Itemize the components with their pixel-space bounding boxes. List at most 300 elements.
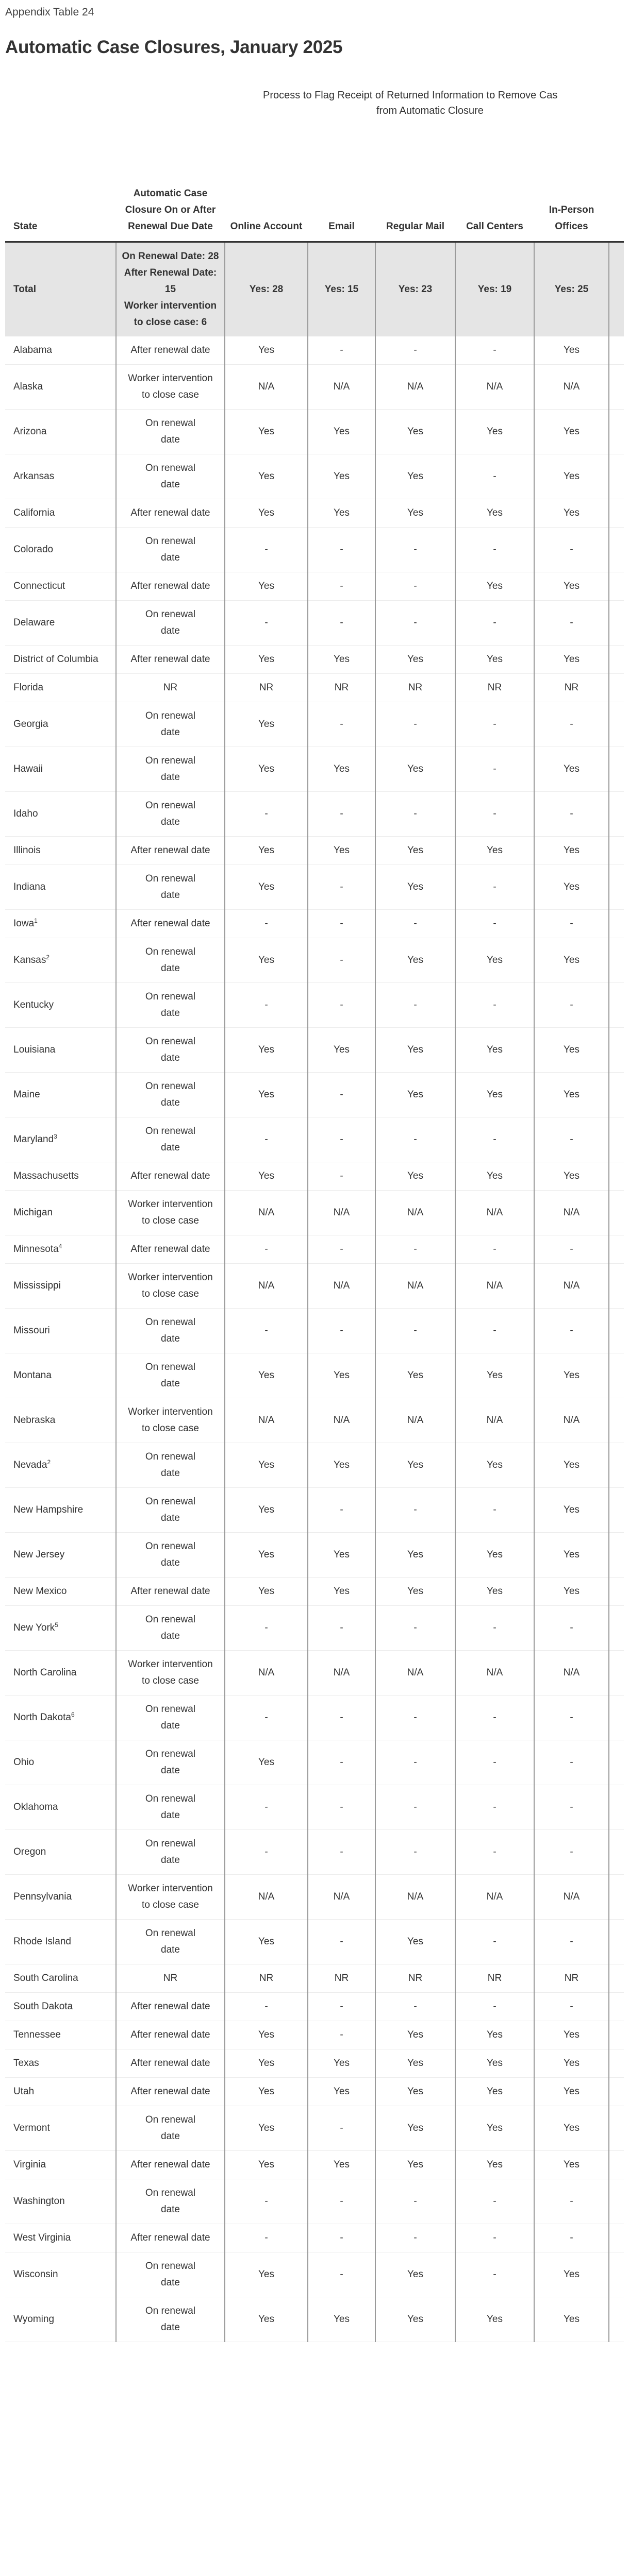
clipped-cell: [609, 2078, 624, 2106]
value-cell: Yes: [225, 1578, 308, 1606]
closure-cell: On renewal date: [116, 1830, 225, 1875]
clipped-cell: [609, 1162, 624, 1191]
value-cell: -: [534, 1920, 609, 1964]
closure-cell: On renewal date: [116, 1740, 225, 1785]
state-label: Kentucky: [13, 999, 54, 1010]
value-cell: -: [455, 336, 534, 365]
appendix-label: Appendix Table 24: [5, 6, 94, 18]
state-name: [5, 454, 116, 499]
state-name: [5, 702, 116, 747]
value-cell: N/A: [225, 365, 308, 410]
state-label: Utah: [13, 2086, 35, 2097]
state-label: Iowa: [13, 918, 35, 929]
value-cell: -: [534, 528, 609, 572]
value-cell: -: [455, 865, 534, 910]
value-cell: Yes: [375, 747, 455, 792]
table-row: [5, 1117, 624, 1162]
value-cell: Yes: [534, 865, 609, 910]
column-header[interactable]: In-Person Offices: [534, 118, 609, 242]
value-cell: -: [455, 1696, 534, 1740]
clipped-cell: [609, 2106, 624, 2151]
state-name: [5, 2151, 116, 2179]
state-name: [5, 1162, 116, 1191]
state-name: [5, 646, 116, 674]
value-cell: N/A: [534, 1651, 609, 1696]
value-cell: Yes: [225, 2021, 308, 2049]
value-cell: -: [455, 1740, 534, 1785]
state-name: [5, 1696, 116, 1740]
column-header[interactable]: Online Account: [225, 118, 308, 242]
value-cell: N/A: [455, 1398, 534, 1443]
total-closure: [116, 242, 225, 337]
closure-cell: Worker intervention to close case: [116, 365, 225, 410]
closure-cell: Worker intervention to close case: [116, 1191, 225, 1235]
value-cell: NR: [375, 1964, 455, 1993]
total-value: Yes: 23: [375, 242, 455, 337]
value-cell: Yes: [225, 1533, 308, 1578]
state-label: Arkansas: [13, 471, 55, 482]
table-row: [5, 1353, 624, 1398]
value-cell: Yes: [308, 646, 375, 674]
closure-cell: After renewal date: [116, 2078, 225, 2106]
table-row: [5, 572, 624, 601]
value-cell: Yes: [308, 1578, 375, 1606]
value-cell: Yes: [225, 1353, 308, 1398]
value-cell: Yes: [455, 1533, 534, 1578]
clipped-cell: [609, 1443, 624, 1488]
value-cell: Yes: [225, 646, 308, 674]
state-name: [5, 2049, 116, 2078]
table-row: [5, 1162, 624, 1191]
value-cell: -: [375, 1740, 455, 1785]
value-cell: -: [225, 1696, 308, 1740]
column-header[interactable]: Email: [308, 118, 375, 242]
state-label: Maine: [13, 1089, 40, 1100]
header-spacer: [5, 77, 225, 118]
value-cell: Yes: [225, 499, 308, 528]
clipped-cell: [609, 1606, 624, 1651]
value-cell: -: [308, 572, 375, 601]
state-label: Rhode Island: [13, 1936, 71, 1947]
state-name: [5, 2078, 116, 2106]
clipped-cell: [609, 1993, 624, 2021]
value-cell: N/A: [225, 1264, 308, 1309]
value-cell: Yes: [225, 2106, 308, 2151]
table-row: [5, 1264, 624, 1309]
page-title: Automatic Case Closures, January 2025: [5, 37, 343, 57]
value-cell: -: [308, 528, 375, 572]
value-cell: -: [308, 1488, 375, 1533]
state-name: [5, 1353, 116, 1398]
state-label: Vermont: [13, 2123, 50, 2133]
value-cell: N/A: [375, 1651, 455, 1696]
value-cell: Yes: [455, 410, 534, 454]
state-name: [5, 1073, 116, 1117]
value-cell: Yes: [455, 1353, 534, 1398]
value-cell: Yes: [375, 1073, 455, 1117]
value-cell: -: [375, 572, 455, 601]
value-cell: -: [375, 1993, 455, 2021]
value-cell: -: [308, 1309, 375, 1353]
clipped-cell: [609, 242, 624, 337]
state-name: [5, 2297, 116, 2342]
total-closure-line: On Renewal Date: 28: [122, 251, 219, 262]
total-value: Yes: 15: [308, 242, 375, 337]
closure-cell: On renewal date: [116, 2179, 225, 2224]
table-row: [5, 1533, 624, 1578]
value-cell: N/A: [534, 1875, 609, 1920]
value-cell: -: [534, 1117, 609, 1162]
value-cell: -: [375, 702, 455, 747]
closure-cell: On renewal date: [116, 601, 225, 646]
table-row: [5, 454, 624, 499]
state-name: [5, 837, 116, 865]
value-cell: Yes: [375, 1162, 455, 1191]
value-cell: NR: [308, 674, 375, 702]
value-cell: -: [455, 2224, 534, 2252]
closure-cell: Worker intervention to close case: [116, 1398, 225, 1443]
value-cell: N/A: [225, 1191, 308, 1235]
value-cell: Yes: [455, 2021, 534, 2049]
closure-cell: On renewal date: [116, 865, 225, 910]
clipped-cell: [609, 2049, 624, 2078]
state-name: [5, 747, 116, 792]
closure-cell: After renewal date: [116, 2049, 225, 2078]
value-cell: Yes: [534, 2078, 609, 2106]
state-label: Louisiana: [13, 1044, 56, 1055]
closure-cell: On renewal date: [116, 1606, 225, 1651]
value-cell: Yes: [375, 1533, 455, 1578]
table-row: [5, 1191, 624, 1235]
value-cell: -: [375, 2224, 455, 2252]
value-cell: Yes: [375, 837, 455, 865]
closure-cell: On renewal date: [116, 2106, 225, 2151]
value-cell: -: [375, 910, 455, 938]
value-cell: N/A: [455, 1651, 534, 1696]
table-row: [5, 674, 624, 702]
value-cell: -: [375, 1117, 455, 1162]
clipped-cell: [609, 1488, 624, 1533]
footnote-marker: 2: [46, 954, 50, 961]
state-name: [5, 983, 116, 1028]
value-cell: -: [225, 1830, 308, 1875]
table-row: [5, 2179, 624, 2224]
total-row: [5, 242, 624, 337]
state-name: [5, 1117, 116, 1162]
closure-cell: NR: [116, 1964, 225, 1993]
table-row: [5, 601, 624, 646]
value-cell: Yes: [225, 702, 308, 747]
value-cell: -: [455, 910, 534, 938]
value-cell: Yes: [375, 2106, 455, 2151]
clipped-cell: [609, 1578, 624, 1606]
value-cell: -: [308, 792, 375, 837]
value-cell: N/A: [375, 1875, 455, 1920]
footnote-marker: 6: [71, 1711, 75, 1718]
closure-cell: After renewal date: [116, 837, 225, 865]
table-row: [5, 365, 624, 410]
value-cell: -: [375, 1488, 455, 1533]
value-cell: Yes: [534, 646, 609, 674]
closure-cell: On renewal date: [116, 702, 225, 747]
closure-cell: After renewal date: [116, 1993, 225, 2021]
closure-cell: On renewal date: [116, 528, 225, 572]
closure-cell: On renewal date: [116, 454, 225, 499]
clipped-cell: [609, 1398, 624, 1443]
table-row: [5, 2151, 624, 2179]
state-label: North Dakota: [13, 1712, 71, 1723]
value-cell: N/A: [534, 365, 609, 410]
value-cell: -: [308, 1785, 375, 1830]
state-label: Michigan: [13, 1207, 53, 1218]
footnote-marker: 4: [58, 1243, 62, 1250]
value-cell: Yes: [455, 2106, 534, 2151]
value-cell: -: [308, 938, 375, 983]
value-cell: -: [455, 601, 534, 646]
clipped-cell: [609, 2297, 624, 2342]
value-cell: Yes: [225, 865, 308, 910]
footnote-marker: 3: [54, 1133, 57, 1140]
value-cell: -: [375, 1235, 455, 1264]
value-cell: Yes: [534, 2021, 609, 2049]
clipped-cell: [609, 601, 624, 646]
table-row: [5, 336, 624, 365]
value-cell: Yes: [225, 454, 308, 499]
value-cell: Yes: [375, 2297, 455, 2342]
value-cell: Yes: [225, 1162, 308, 1191]
total-value: Yes: 28: [225, 242, 308, 337]
table-row: [5, 1875, 624, 1920]
value-cell: N/A: [308, 1398, 375, 1443]
state-label: New York: [13, 1622, 55, 1633]
value-cell: -: [375, 983, 455, 1028]
value-cell: -: [375, 1696, 455, 1740]
group-header: [225, 77, 624, 118]
value-cell: N/A: [225, 1398, 308, 1443]
table-row: [5, 1920, 624, 1964]
value-cell: -: [534, 983, 609, 1028]
value-cell: NR: [225, 1964, 308, 1993]
total-value: Yes: 25: [534, 242, 609, 337]
closure-cell: On renewal date: [116, 410, 225, 454]
table-row: [5, 646, 624, 674]
closure-cell: On renewal date: [116, 1785, 225, 1830]
value-cell: Yes: [455, 2049, 534, 2078]
closure-cell: After renewal date: [116, 1162, 225, 1191]
value-cell: N/A: [308, 1651, 375, 1696]
value-cell: Yes: [225, 1028, 308, 1073]
value-cell: Yes: [534, 2106, 609, 2151]
column-header[interactable]: Regular Mail: [375, 118, 455, 242]
value-cell: -: [375, 1785, 455, 1830]
value-cell: Yes: [375, 2252, 455, 2297]
value-cell: Yes: [455, 2297, 534, 2342]
value-cell: Yes: [455, 1073, 534, 1117]
clipped-cell: [609, 1117, 624, 1162]
column-header-clipped: [609, 118, 624, 242]
value-cell: Yes: [455, 1028, 534, 1073]
value-cell: -: [308, 1606, 375, 1651]
closure-cell: After renewal date: [116, 1578, 225, 1606]
value-cell: -: [308, 983, 375, 1028]
table-row: [5, 410, 624, 454]
value-cell: -: [534, 1606, 609, 1651]
state-label: Alabama: [13, 345, 52, 355]
value-cell: Yes: [534, 1578, 609, 1606]
state-label: Missouri: [13, 1325, 50, 1336]
value-cell: Yes: [534, 1353, 609, 1398]
state-name: [5, 1785, 116, 1830]
table-row: [5, 1578, 624, 1606]
closure-cell: Worker intervention to close case: [116, 1264, 225, 1309]
state-name: [5, 1309, 116, 1353]
value-cell: Yes: [375, 410, 455, 454]
state-label: Nevada: [13, 1460, 47, 1470]
value-cell: Yes: [308, 2151, 375, 2179]
table-row: [5, 1235, 624, 1264]
state-label: Georgia: [13, 719, 48, 730]
closure-cell: On renewal date: [116, 1073, 225, 1117]
value-cell: -: [225, 1117, 308, 1162]
value-cell: Yes: [534, 837, 609, 865]
clipped-cell: [609, 1264, 624, 1309]
value-cell: -: [455, 702, 534, 747]
state-label: New Mexico: [13, 1586, 67, 1597]
value-cell: -: [375, 792, 455, 837]
value-cell: -: [455, 1606, 534, 1651]
closure-cell: On renewal date: [116, 1696, 225, 1740]
state-label: California: [13, 507, 55, 518]
closure-cell: On renewal date: [116, 1117, 225, 1162]
value-cell: -: [225, 1785, 308, 1830]
value-cell: N/A: [375, 1398, 455, 1443]
value-cell: Yes: [534, 1073, 609, 1117]
value-cell: Yes: [375, 1353, 455, 1398]
state-name: [5, 792, 116, 837]
value-cell: Yes: [225, 1740, 308, 1785]
value-cell: Yes: [375, 938, 455, 983]
value-cell: Yes: [455, 837, 534, 865]
value-cell: Yes: [534, 336, 609, 365]
closure-cell: After renewal date: [116, 2021, 225, 2049]
value-cell: Yes: [225, 2297, 308, 2342]
state-name: [5, 2179, 116, 2224]
total-value: Yes: 19: [455, 242, 534, 337]
clipped-cell: [609, 865, 624, 910]
state-label: Delaware: [13, 617, 55, 628]
value-cell: Yes: [225, 747, 308, 792]
state-label: Mississippi: [13, 1280, 61, 1291]
column-header[interactable]: State: [5, 118, 116, 242]
value-cell: -: [225, 1235, 308, 1264]
state-name: [5, 1488, 116, 1533]
state-name: [5, 601, 116, 646]
value-cell: -: [534, 1740, 609, 1785]
value-cell: -: [225, 2179, 308, 2224]
value-cell: -: [455, 1830, 534, 1875]
group-header-line2: from Automatic Closure: [376, 105, 484, 116]
table-row: [5, 1443, 624, 1488]
state-name: [5, 2106, 116, 2151]
value-cell: -: [225, 601, 308, 646]
clipped-cell: [609, 646, 624, 674]
value-cell: -: [375, 336, 455, 365]
clipped-cell: [609, 2252, 624, 2297]
state-name: [5, 499, 116, 528]
value-cell: N/A: [375, 365, 455, 410]
closure-cell: On renewal date: [116, 2297, 225, 2342]
state-name: [5, 1578, 116, 1606]
table-row: [5, 2106, 624, 2151]
state-name: [5, 1993, 116, 2021]
value-cell: Yes: [375, 1028, 455, 1073]
state-name: [5, 2224, 116, 2252]
clipped-cell: [609, 1028, 624, 1073]
table-row: [5, 2049, 624, 2078]
value-cell: Yes: [534, 747, 609, 792]
state-name: [5, 938, 116, 983]
table-row: [5, 747, 624, 792]
clipped-cell: [609, 674, 624, 702]
value-cell: Yes: [534, 1443, 609, 1488]
state-label: Massachusetts: [13, 1171, 79, 1181]
state-name: [5, 674, 116, 702]
value-cell: -: [375, 2179, 455, 2224]
value-cell: -: [375, 601, 455, 646]
value-cell: Yes: [455, 1578, 534, 1606]
value-cell: NR: [225, 674, 308, 702]
value-cell: Yes: [375, 646, 455, 674]
value-cell: Yes: [225, 336, 308, 365]
clipped-cell: [609, 837, 624, 865]
clipped-cell: [609, 528, 624, 572]
value-cell: -: [534, 792, 609, 837]
clipped-cell: [609, 365, 624, 410]
table-row: [5, 702, 624, 747]
column-header[interactable]: Call Centers: [455, 118, 534, 242]
table-container[interactable]: [5, 77, 624, 2342]
state-label: Nebraska: [13, 1415, 56, 1426]
value-cell: Yes: [225, 2151, 308, 2179]
column-header[interactable]: Automatic Case Closure On or After Renewal Due Date: [116, 118, 225, 242]
total-closure-line: After Renewal Date: 15: [124, 267, 217, 295]
value-cell: -: [225, 1606, 308, 1651]
value-cell: -: [455, 1309, 534, 1353]
value-cell: Yes: [225, 1488, 308, 1533]
value-cell: Yes: [225, 837, 308, 865]
value-cell: -: [308, 2106, 375, 2151]
value-cell: Yes: [225, 1443, 308, 1488]
value-cell: Yes: [308, 2297, 375, 2342]
value-cell: Yes: [308, 837, 375, 865]
state-label: South Carolina: [13, 1973, 78, 1984]
value-cell: Yes: [534, 499, 609, 528]
state-name: [5, 572, 116, 601]
closure-cell: On renewal date: [116, 2252, 225, 2297]
value-cell: N/A: [308, 1875, 375, 1920]
clipped-cell: [609, 499, 624, 528]
state-name: [5, 1740, 116, 1785]
value-cell: Yes: [375, 2021, 455, 2049]
closure-cell: Worker intervention to close case: [116, 1875, 225, 1920]
value-cell: Yes: [308, 410, 375, 454]
clipped-cell: [609, 1830, 624, 1875]
value-cell: Yes: [375, 499, 455, 528]
value-cell: -: [534, 910, 609, 938]
table-row: [5, 1740, 624, 1785]
state-name: [5, 528, 116, 572]
state-name: [5, 336, 116, 365]
